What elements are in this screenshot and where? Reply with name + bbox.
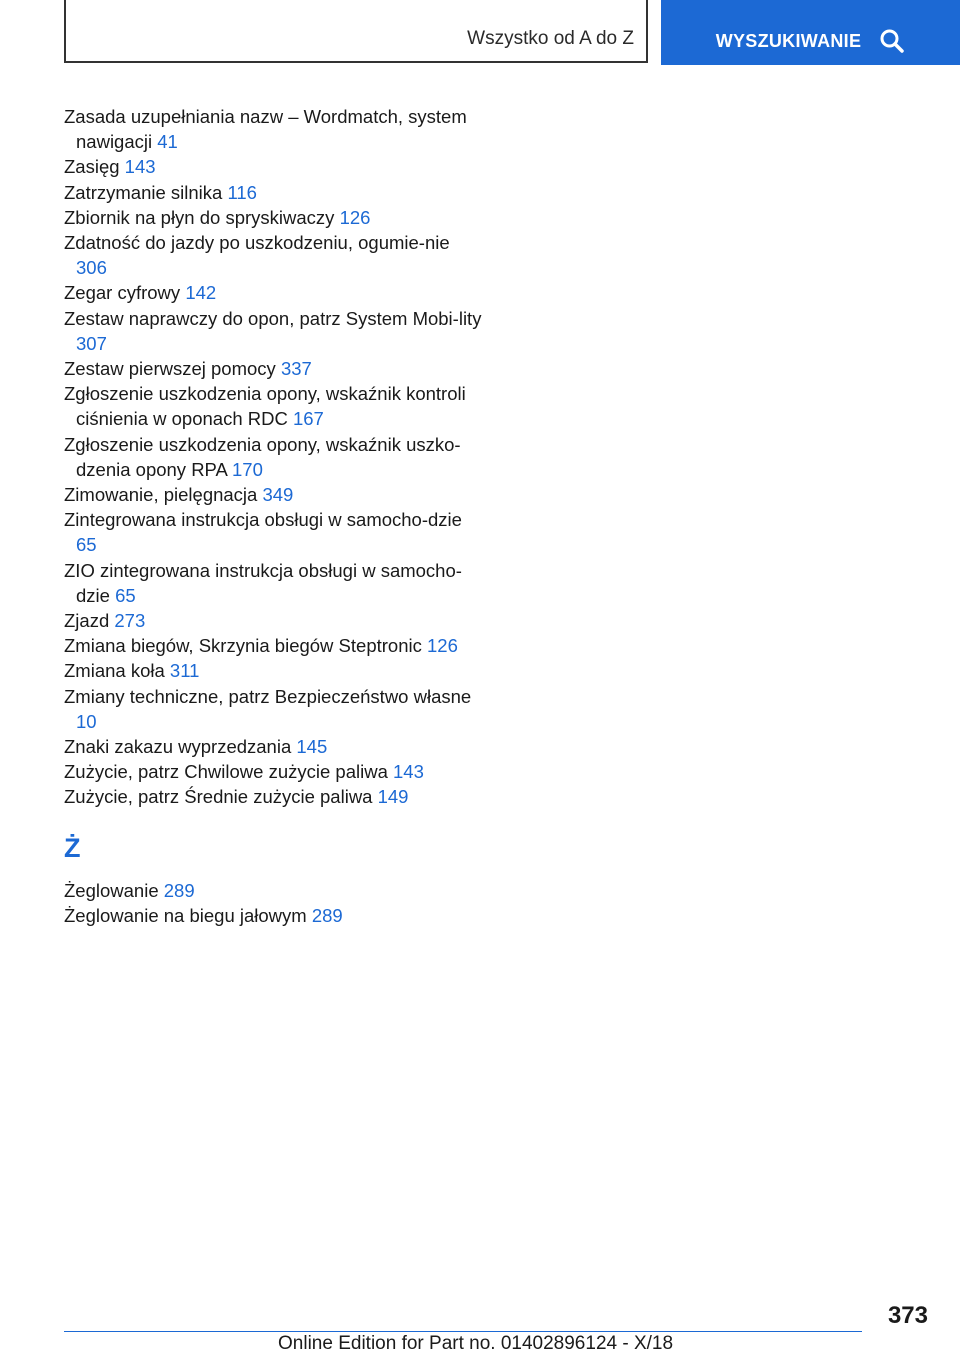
footer-divider (64, 1331, 862, 1332)
page-link[interactable]: 349 (262, 484, 294, 506)
index-entry-text: Zestaw pierwszej pomocy (64, 358, 276, 380)
index-entry (64, 558, 484, 608)
index-entry (64, 306, 484, 356)
page-link[interactable]: 149 (377, 786, 409, 808)
index-entry (64, 482, 484, 507)
index-entry-text: Znaki zakazu wyprzedzania (64, 736, 292, 758)
footer-edition-text: Online Edition for Part no. 01402896124 - X/18 (278, 1333, 674, 1354)
header-title-box (64, 0, 648, 63)
index-section-z (64, 104, 484, 810)
index-entry (64, 356, 484, 381)
index-entry-text: Zużycie, patrz Chwilowe zużycie paliwa (64, 761, 388, 783)
search-icon (879, 28, 905, 54)
index-entry-text: Zbiornik na płyn do spryskiwaczy (64, 206, 335, 228)
page-link[interactable]: 142 (185, 282, 217, 304)
index-entry-text: Żeglowanie (64, 879, 159, 901)
index-entry (64, 608, 484, 633)
page-link[interactable]: 273 (114, 610, 146, 632)
page-header (0, 0, 960, 66)
index-section-zh (64, 878, 484, 928)
index-entry (64, 381, 484, 431)
page-link[interactable]: 116 (227, 181, 257, 203)
index-entry (64, 205, 484, 230)
index-entry (64, 759, 484, 784)
index-entry-text: Zatrzymanie silnika (64, 181, 223, 203)
index-entry-text: ZIO zintegrowana instrukcja obsługi w samocho‐dzie (64, 559, 462, 606)
index-entry (64, 104, 484, 154)
index-entry-text: Zasada uzupełniania nazw – Wordmatch, system nawigacji (64, 106, 467, 153)
index-entry (64, 432, 484, 482)
index-entry (64, 903, 484, 928)
index-entry-text: Zmiany techniczne, patrz Bezpieczeństwo własne (64, 685, 472, 707)
header-title: Wszystko od A do Z (467, 28, 634, 49)
page-link[interactable]: 65 (76, 534, 97, 556)
page-link[interactable]: 167 (292, 408, 324, 430)
page-link[interactable]: 65 (115, 584, 136, 606)
index-entry-text: Zgłoszenie uszkodzenia opony, wskaźnik kontroli ciśnienia w oponach RDC (64, 383, 466, 430)
index-entry-text: Zgłoszenie uszkodzenia opony, wskaźnik uszko‐dzenia opony RPA (64, 433, 461, 480)
page-link[interactable]: 307 (76, 332, 107, 354)
index-entry (64, 280, 484, 305)
index-entry-text: Zasięg (64, 156, 120, 178)
index-entry-text: Zdatność do jazdy po uszkodzeniu, ogumie‐nie (64, 232, 450, 254)
page-link[interactable]: 337 (280, 358, 312, 380)
index-entry (64, 633, 484, 658)
index-entry (64, 507, 484, 557)
page-link[interactable]: 289 (311, 904, 343, 926)
index-list (64, 104, 484, 928)
page-link[interactable]: 143 (124, 156, 156, 178)
index-entry (64, 180, 484, 205)
page-link[interactable]: 145 (296, 736, 328, 758)
index-entry (64, 684, 484, 734)
index-entry (64, 230, 484, 280)
page-link[interactable]: 306 (76, 257, 107, 279)
index-entry (64, 878, 484, 903)
index-entry-text: Żeglowanie na biegu jałowym (64, 904, 307, 926)
index-entry-text: Zjazd (64, 610, 110, 632)
index-entry (64, 154, 484, 179)
page-link[interactable]: 289 (163, 879, 195, 901)
index-entry-text: Zmiana biegów, Skrzynia biegów Steptronic (64, 635, 422, 657)
index-entry-text: Zestaw naprawczy do opon, patrz System Mobi‐lity (64, 307, 482, 329)
page-number: 373 (887, 1302, 928, 1329)
index-entry-text: Zużycie, patrz Średnie zużycie paliwa (64, 786, 373, 808)
index-entry (64, 658, 484, 683)
index-entry-text: Zintegrowana instrukcja obsługi w samocho‐dzie (64, 509, 462, 531)
index-entry (64, 784, 484, 809)
page-link[interactable]: 143 (393, 761, 424, 783)
index-entry-text: Zegar cyfrowy (64, 282, 181, 304)
page-link[interactable]: 126 (427, 635, 458, 657)
page-link[interactable]: 41 (157, 131, 178, 153)
page-link[interactable]: 311 (169, 660, 200, 682)
search-button[interactable] (661, 0, 960, 65)
index-entry (64, 734, 484, 759)
page-link[interactable]: 126 (339, 206, 371, 228)
index-entry-text: Zmiana koła (64, 660, 165, 682)
page-link[interactable]: 10 (76, 710, 97, 732)
search-button-label: WYSZUKIWANIE (715, 31, 862, 51)
section-letter-heading: Ż (64, 832, 81, 863)
page-link[interactable]: 170 (232, 458, 263, 480)
index-entry-text: Zimowanie, pielęgnacja (64, 484, 258, 506)
